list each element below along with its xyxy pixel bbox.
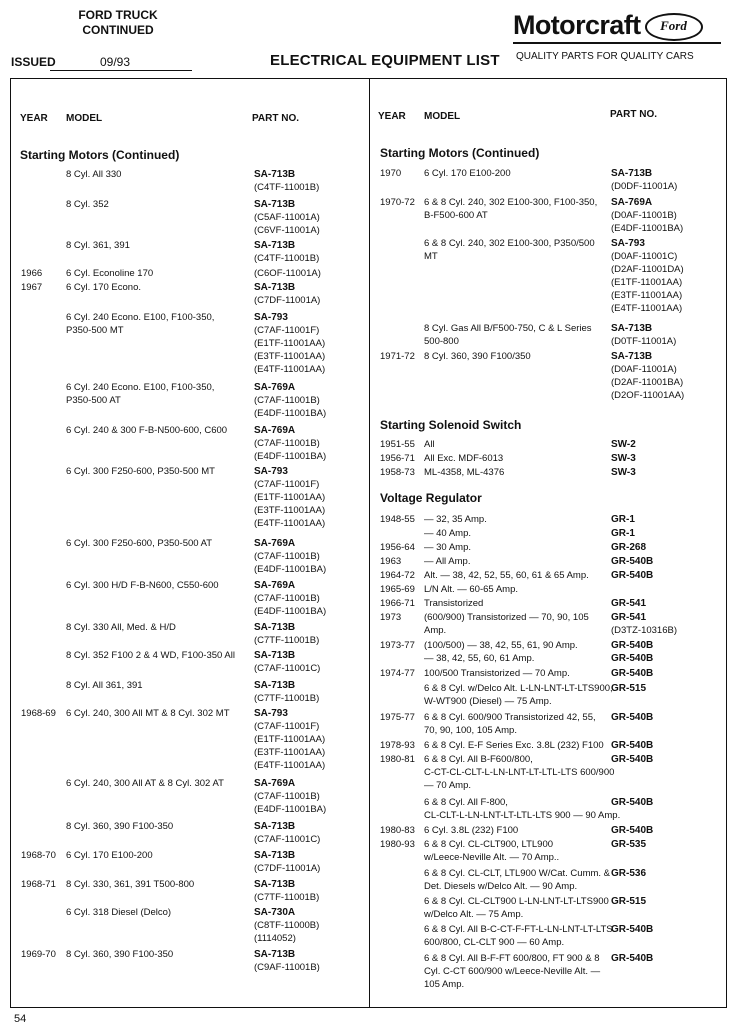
part-cross-reference: (C7AF-11001B)	[254, 593, 320, 604]
part-number: SA-769A	[254, 778, 296, 789]
part-cross-reference: (E4DF-11001BA)	[254, 606, 327, 617]
row-model: — 32, 35 Amp.	[424, 514, 487, 525]
row-model: 6 Cyl. 300 F250-600, P350-500 AT	[66, 538, 213, 549]
part-cross-reference: (C7AF-11001B)	[254, 438, 320, 449]
part-number: SA-713B	[254, 949, 296, 960]
row-model: 6 & 8 Cyl. All B-F600/800,	[424, 754, 533, 765]
row-model: 6 & 8 Cyl. w/Delco Alt. L-LN-LNT-LT-LTS900,	[424, 683, 613, 694]
part-cross-reference: (E4TF-11001AA)	[611, 303, 683, 314]
row-model: C-CT-CL-CLT-L-LN-LNT-LT-LTL-LTS 600/900	[424, 767, 615, 778]
row-model: 8 Cyl. 330, 361, 391 T500-800	[66, 879, 195, 890]
part-number: SA-769A	[254, 538, 296, 549]
row-year: 1973	[380, 612, 402, 623]
row-year: 1966-71	[380, 598, 415, 609]
row-model: 600/800, CL-CLT 900 — 60 Amp.	[424, 937, 565, 948]
row-model: Amp.	[424, 625, 447, 636]
part-cross-reference: (E3TF-11001AA)	[254, 505, 326, 516]
section-title: Starting Solenoid Switch	[380, 418, 522, 432]
row-model: B-F500-600 AT	[424, 210, 488, 221]
row-model: All	[424, 439, 435, 450]
row-model: 8 Cyl. All 330	[66, 169, 122, 180]
row-year: 1973-77	[380, 640, 415, 651]
row-model: 8 Cyl. 361, 391	[66, 240, 130, 251]
part-cross-reference: (E1TF-11001AA)	[254, 492, 326, 503]
row-year: 1958-73	[380, 467, 415, 478]
part-number: SA-793	[254, 708, 288, 719]
left-year-header: YEAR	[20, 113, 48, 124]
part-number: SA-713B	[254, 199, 296, 210]
part-cross-reference: (C7AF-11001F)	[254, 479, 320, 490]
part-number: GR-536	[611, 868, 647, 879]
row-year: 1965-69	[380, 584, 415, 595]
row-model: 6 Cyl. 240, 300 All AT & 8 Cyl. 302 AT	[66, 778, 224, 789]
row-model: 6 Cyl. Econoline 170	[66, 268, 154, 279]
part-cross-reference: (C7AF-11001B)	[254, 395, 320, 406]
part-cross-reference: (C7AF-11001F)	[254, 721, 320, 732]
part-number: SA-793	[254, 312, 288, 323]
row-year: 1970-72	[380, 197, 415, 208]
part-cross-reference: (C7TF-11001B)	[254, 635, 320, 646]
row-year: 1980-93	[380, 839, 415, 850]
row-model: 8 Cyl. Gas All B/F500-750, C & L Series	[424, 323, 592, 334]
row-model: 6 Cyl. 240 Econo. E100, F100-350,	[66, 312, 215, 323]
row-model: 6 & 8 Cyl. E-F Series Exc. 3.8L (232) F100	[424, 740, 604, 751]
row-year: 1980-81	[380, 754, 415, 765]
part-number: SA-769A	[254, 580, 296, 591]
part-number: SA-793	[254, 466, 288, 477]
part-cross-reference: (D2AF-11001BA)	[611, 377, 684, 388]
row-model: 8 Cyl. 360, 390 F100-350	[66, 949, 174, 960]
part-number: SA-713B	[611, 168, 653, 179]
row-year: 1974-77	[380, 668, 415, 679]
part-cross-reference: (D0AF-11001B)	[611, 210, 677, 221]
row-model: 6 & 8 Cyl. All B-C-CT-F-FT-L-LN-LNT-LT-LTS	[424, 924, 613, 935]
part-cross-reference: (C9AF-11001B)	[254, 962, 320, 973]
row-model: L/N Alt. — 60-65 Amp.	[424, 584, 518, 595]
row-model: CL-CLT-L-LN-LNT-LT-LTL-LTS 900 — 90 Amp.	[424, 810, 621, 821]
row-model: ML-4358, ML-4376	[424, 467, 505, 478]
row-model: 6 & 8 Cyl. CL-CLT, LTL900 W/Cat. Cumm. &	[424, 868, 611, 879]
row-model: 8 Cyl. All 361, 391	[66, 680, 143, 691]
part-cross-reference: (E1TF-11001AA)	[254, 734, 326, 745]
row-model: 6 Cyl. 318 Diesel (Delco)	[66, 907, 172, 918]
ford-oval-logo: Ford	[645, 13, 703, 41]
row-year: 1963	[380, 556, 402, 567]
row-model: 100/500 Transistorized — 70 Amp.	[424, 668, 570, 679]
part-number: SW-3	[611, 467, 636, 478]
row-model: — 38, 42, 55, 60, 61 Amp.	[424, 653, 535, 664]
part-cross-reference: (C6VF-11001A)	[254, 225, 320, 236]
row-model: 6 & 8 Cyl. CL-CLT900, LTL900	[424, 839, 554, 850]
row-model: 8 Cyl. 330 All, Med. & H/D	[66, 622, 176, 633]
brand-name: Motorcraft	[513, 10, 641, 40]
row-model: 105 Amp.	[424, 979, 465, 990]
part-cross-reference: (C7AF-11001B)	[254, 551, 320, 562]
row-model: 6 & 8 Cyl. 240, 302 E100-300, P350/500	[424, 238, 595, 249]
row-model: Det. Diesels w/Delco Alt. — 90 Amp.	[424, 881, 578, 892]
part-number: SA-713B	[611, 323, 653, 334]
row-model: — 30 Amp.	[424, 542, 471, 553]
row-model: MT	[424, 251, 438, 262]
row-model: 6 Cyl. 240 & 300 F-B-N500-600, C600	[66, 425, 228, 436]
right-year-header: YEAR	[378, 111, 406, 122]
part-cross-reference: (D2OF-11001AA)	[611, 390, 685, 401]
row-model: 6 Cyl. 3.8L (232) F100	[424, 825, 519, 836]
row-year: 1968-69	[21, 708, 56, 719]
part-number: GR-268	[611, 542, 647, 553]
part-cross-reference: (C7DF-11001A)	[254, 863, 321, 874]
part-number: SA-769A	[254, 425, 296, 436]
part-cross-reference: (E3TF-11001AA)	[254, 351, 326, 362]
part-number: SA-713B	[611, 351, 653, 362]
part-number: GR-540B	[611, 797, 654, 808]
row-model: 6 Cyl. 170 Econo.	[66, 282, 141, 293]
row-year: 1966	[21, 268, 43, 279]
part-number: SA-713B	[254, 850, 296, 861]
row-model: 500-800	[424, 336, 459, 347]
row-year: 1975-77	[380, 712, 415, 723]
part-cross-reference: (C7AF-11001F)	[254, 325, 320, 336]
row-model: 6 & 8 Cyl. 240, 302 E100-300, F100-350,	[424, 197, 598, 208]
row-year: 1951-55	[380, 439, 415, 450]
document-title: ELECTRICAL EQUIPMENT LIST	[270, 52, 500, 69]
part-number: SA-713B	[254, 622, 296, 633]
logo-rule	[513, 42, 721, 44]
part-cross-reference: (C7AF-11001C)	[254, 663, 321, 674]
part-cross-reference: (C8TF-11000B)	[254, 920, 320, 931]
part-cross-reference: (E1TF-11001AA)	[611, 277, 683, 288]
row-model: W-WT900 (Diesel) — 75 Amp.	[424, 696, 552, 707]
right-model-header: MODEL	[424, 111, 461, 122]
part-number: SA-713B	[254, 879, 296, 890]
row-year: 1956-71	[380, 453, 415, 464]
row-model: 6 & 8 Cyl. All B-F-FT 600/800, FT 900 & 8	[424, 953, 600, 964]
row-year: 1967	[21, 282, 43, 293]
part-number: SA-713B	[254, 821, 296, 832]
header-title	[48, 8, 188, 38]
part-number: SA-713B	[254, 169, 296, 180]
part-cross-reference: (E4DF-11001BA)	[254, 564, 327, 575]
left-section-title: Starting Motors (Continued)	[20, 148, 180, 162]
row-model: Cyl. C-CT 600/900 w/Leece-Neville Alt. —	[424, 966, 601, 977]
part-cross-reference: (C7AF-11001B)	[254, 791, 320, 802]
part-number: SA-793	[611, 238, 645, 249]
row-model: (600/900) Transistorized — 70, 90, 105	[424, 612, 589, 623]
row-year: 1968-70	[21, 850, 56, 861]
column-divider	[369, 78, 370, 1008]
row-model: 6 Cyl. 170 E100-200	[66, 850, 153, 861]
part-cross-reference: (1114052)	[254, 933, 296, 944]
issued-label: ISSUED	[11, 55, 56, 69]
part-cross-reference: (C7DF-11001A)	[254, 295, 321, 306]
part-number: SA-769A	[611, 197, 653, 208]
part-cross-reference: (E3TF-11001AA)	[611, 290, 683, 301]
left-model-header: MODEL	[66, 113, 103, 124]
header-title-line-2: CONTINUED	[82, 23, 154, 37]
row-model: 6 Cyl. 300 H/D F-B-N600, C550-600	[66, 580, 219, 591]
part-number: GR-515	[611, 896, 647, 907]
part-cross-reference: (D2AF-11001DA)	[611, 264, 684, 275]
issued-underline	[50, 70, 192, 71]
row-model: All Exc. MDF-6013	[424, 453, 504, 464]
header-title-line-1: FORD TRUCK	[78, 8, 158, 22]
page-number: 54	[14, 1013, 27, 1025]
part-cross-reference: (D3TZ-10316B)	[611, 625, 677, 636]
row-model: P350-500 AT	[66, 395, 121, 406]
row-model: 6 & 8 Cyl. 600/900 Transistorized 42, 55,	[424, 712, 596, 723]
part-number: GR-540B	[611, 924, 654, 935]
part-number: GR-540B	[611, 653, 654, 664]
part-number: GR-540B	[611, 556, 654, 567]
part-number: GR-540B	[611, 953, 654, 964]
part-number: GR-540B	[611, 668, 654, 679]
row-model: w/Leece-Neville Alt. — 70 Amp..	[424, 852, 560, 863]
row-model: 6 Cyl. 240 Econo. E100, F100-350,	[66, 382, 215, 393]
part-number: GR-541	[611, 612, 647, 623]
part-cross-reference: (D0TF-11001A)	[611, 336, 677, 347]
issued-date: 09/93	[100, 55, 131, 69]
part-cross-reference: (D0AF-11001C)	[611, 251, 678, 262]
row-model: 8 Cyl. 352	[66, 199, 109, 210]
part-cross-reference: (E4TF-11001AA)	[254, 518, 326, 529]
part-number: SA-769A	[254, 382, 296, 393]
part-cross-reference: (C7AF-11001C)	[254, 834, 321, 845]
part-cross-reference: (D0AF-11001A)	[611, 364, 677, 375]
row-year: 1948-55	[380, 514, 415, 525]
row-model: w/Delco Alt. — 75 Amp.	[424, 909, 524, 920]
part-number: SA-713B	[254, 282, 296, 293]
right-part-header: PART NO.	[610, 109, 658, 120]
row-model: (100/500) — 38, 42, 55, 61, 90 Amp.	[424, 640, 578, 651]
row-model: 6 & 8 Cyl. CL-CLT900 L-LN-LNT-LT-LTS900	[424, 896, 609, 907]
part-number: SA-713B	[254, 680, 296, 691]
part-number: SA-713B	[254, 650, 296, 661]
part-cross-reference: (E4DF-11001BA)	[254, 804, 327, 815]
row-year: 1969-70	[21, 949, 56, 960]
part-number: SW-3	[611, 453, 636, 464]
brand-tagline: QUALITY PARTS FOR QUALITY CARS	[516, 51, 694, 62]
part-number: GR-540B	[611, 570, 654, 581]
row-model: 8 Cyl. 360, 390 F100/350	[424, 351, 531, 362]
part-cross-reference: (C5AF-11001A)	[254, 212, 320, 223]
part-cross-reference: (E1TF-11001AA)	[254, 338, 326, 349]
part-number: GR-515	[611, 683, 647, 694]
section-title: Voltage Regulator	[380, 491, 482, 505]
row-year: 1971-72	[380, 351, 415, 362]
part-number: GR-540B	[611, 712, 654, 723]
row-year: 1968-71	[21, 879, 56, 890]
row-model: 6 & 8 Cyl. All F-800,	[424, 797, 508, 808]
row-year: 1978-93	[380, 740, 415, 751]
part-number: GR-1	[611, 528, 635, 539]
part-number: SW-2	[611, 439, 636, 450]
part-number: GR-535	[611, 839, 647, 850]
row-model: 8 Cyl. 352 F100 2 & 4 WD, F100-350 All	[66, 650, 235, 661]
row-model: Transistorized	[424, 598, 484, 609]
part-number: GR-540B	[611, 740, 654, 751]
row-model: 6 Cyl. 240, 300 All MT & 8 Cyl. 302 MT	[66, 708, 230, 719]
part-cross-reference: (E4TF-11001AA)	[254, 760, 326, 771]
part-number: SA-730A	[254, 907, 296, 918]
part-number: GR-540B	[611, 754, 654, 765]
row-model: 8 Cyl. 360, 390 F100-350	[66, 821, 174, 832]
part-number: GR-541	[611, 598, 647, 609]
part-cross-reference: (D0DF-11001A)	[611, 181, 678, 192]
part-number: GR-540B	[611, 640, 654, 651]
section-title: Starting Motors (Continued)	[380, 146, 540, 160]
part-cross-reference: (C6OF-11001A)	[254, 268, 321, 279]
left-part-header: PART NO.	[252, 113, 300, 124]
row-model: P350-500 MT	[66, 325, 124, 336]
row-year: 1970	[380, 168, 402, 179]
part-cross-reference: (C7TF-11001B)	[254, 693, 320, 704]
row-year: 1964-72	[380, 570, 415, 581]
part-cross-reference: (E4DF-11001BA)	[254, 408, 327, 419]
part-cross-reference: (C4TF-11001B)	[254, 182, 320, 193]
part-number: GR-540B	[611, 825, 654, 836]
part-cross-reference: (E3TF-11001AA)	[254, 747, 326, 758]
part-cross-reference: (C4TF-11001B)	[254, 253, 320, 264]
part-number: GR-1	[611, 514, 635, 525]
part-cross-reference: (E4DF-11001BA)	[254, 451, 327, 462]
row-model: 70, 90, 100, 105 Amp.	[424, 725, 517, 736]
row-model: 6 Cyl. 170 E100-200	[424, 168, 511, 179]
motorcraft-logo	[513, 10, 703, 41]
part-cross-reference: (E4DF-11001BA)	[611, 223, 684, 234]
row-model: — 70 Amp.	[424, 780, 471, 791]
row-model: — All Amp.	[424, 556, 471, 567]
row-model: — 40 Amp.	[424, 528, 471, 539]
row-year: 1980-83	[380, 825, 415, 836]
row-model: Alt. — 38, 42, 52, 55, 60, 61 & 65 Amp.	[424, 570, 589, 581]
row-year: 1956-64	[380, 542, 415, 553]
part-cross-reference: (C7TF-11001B)	[254, 892, 320, 903]
part-number: SA-713B	[254, 240, 296, 251]
part-cross-reference: (E4TF-11001AA)	[254, 364, 326, 375]
row-model: 6 Cyl. 300 F250-600, P350-500 MT	[66, 466, 215, 477]
